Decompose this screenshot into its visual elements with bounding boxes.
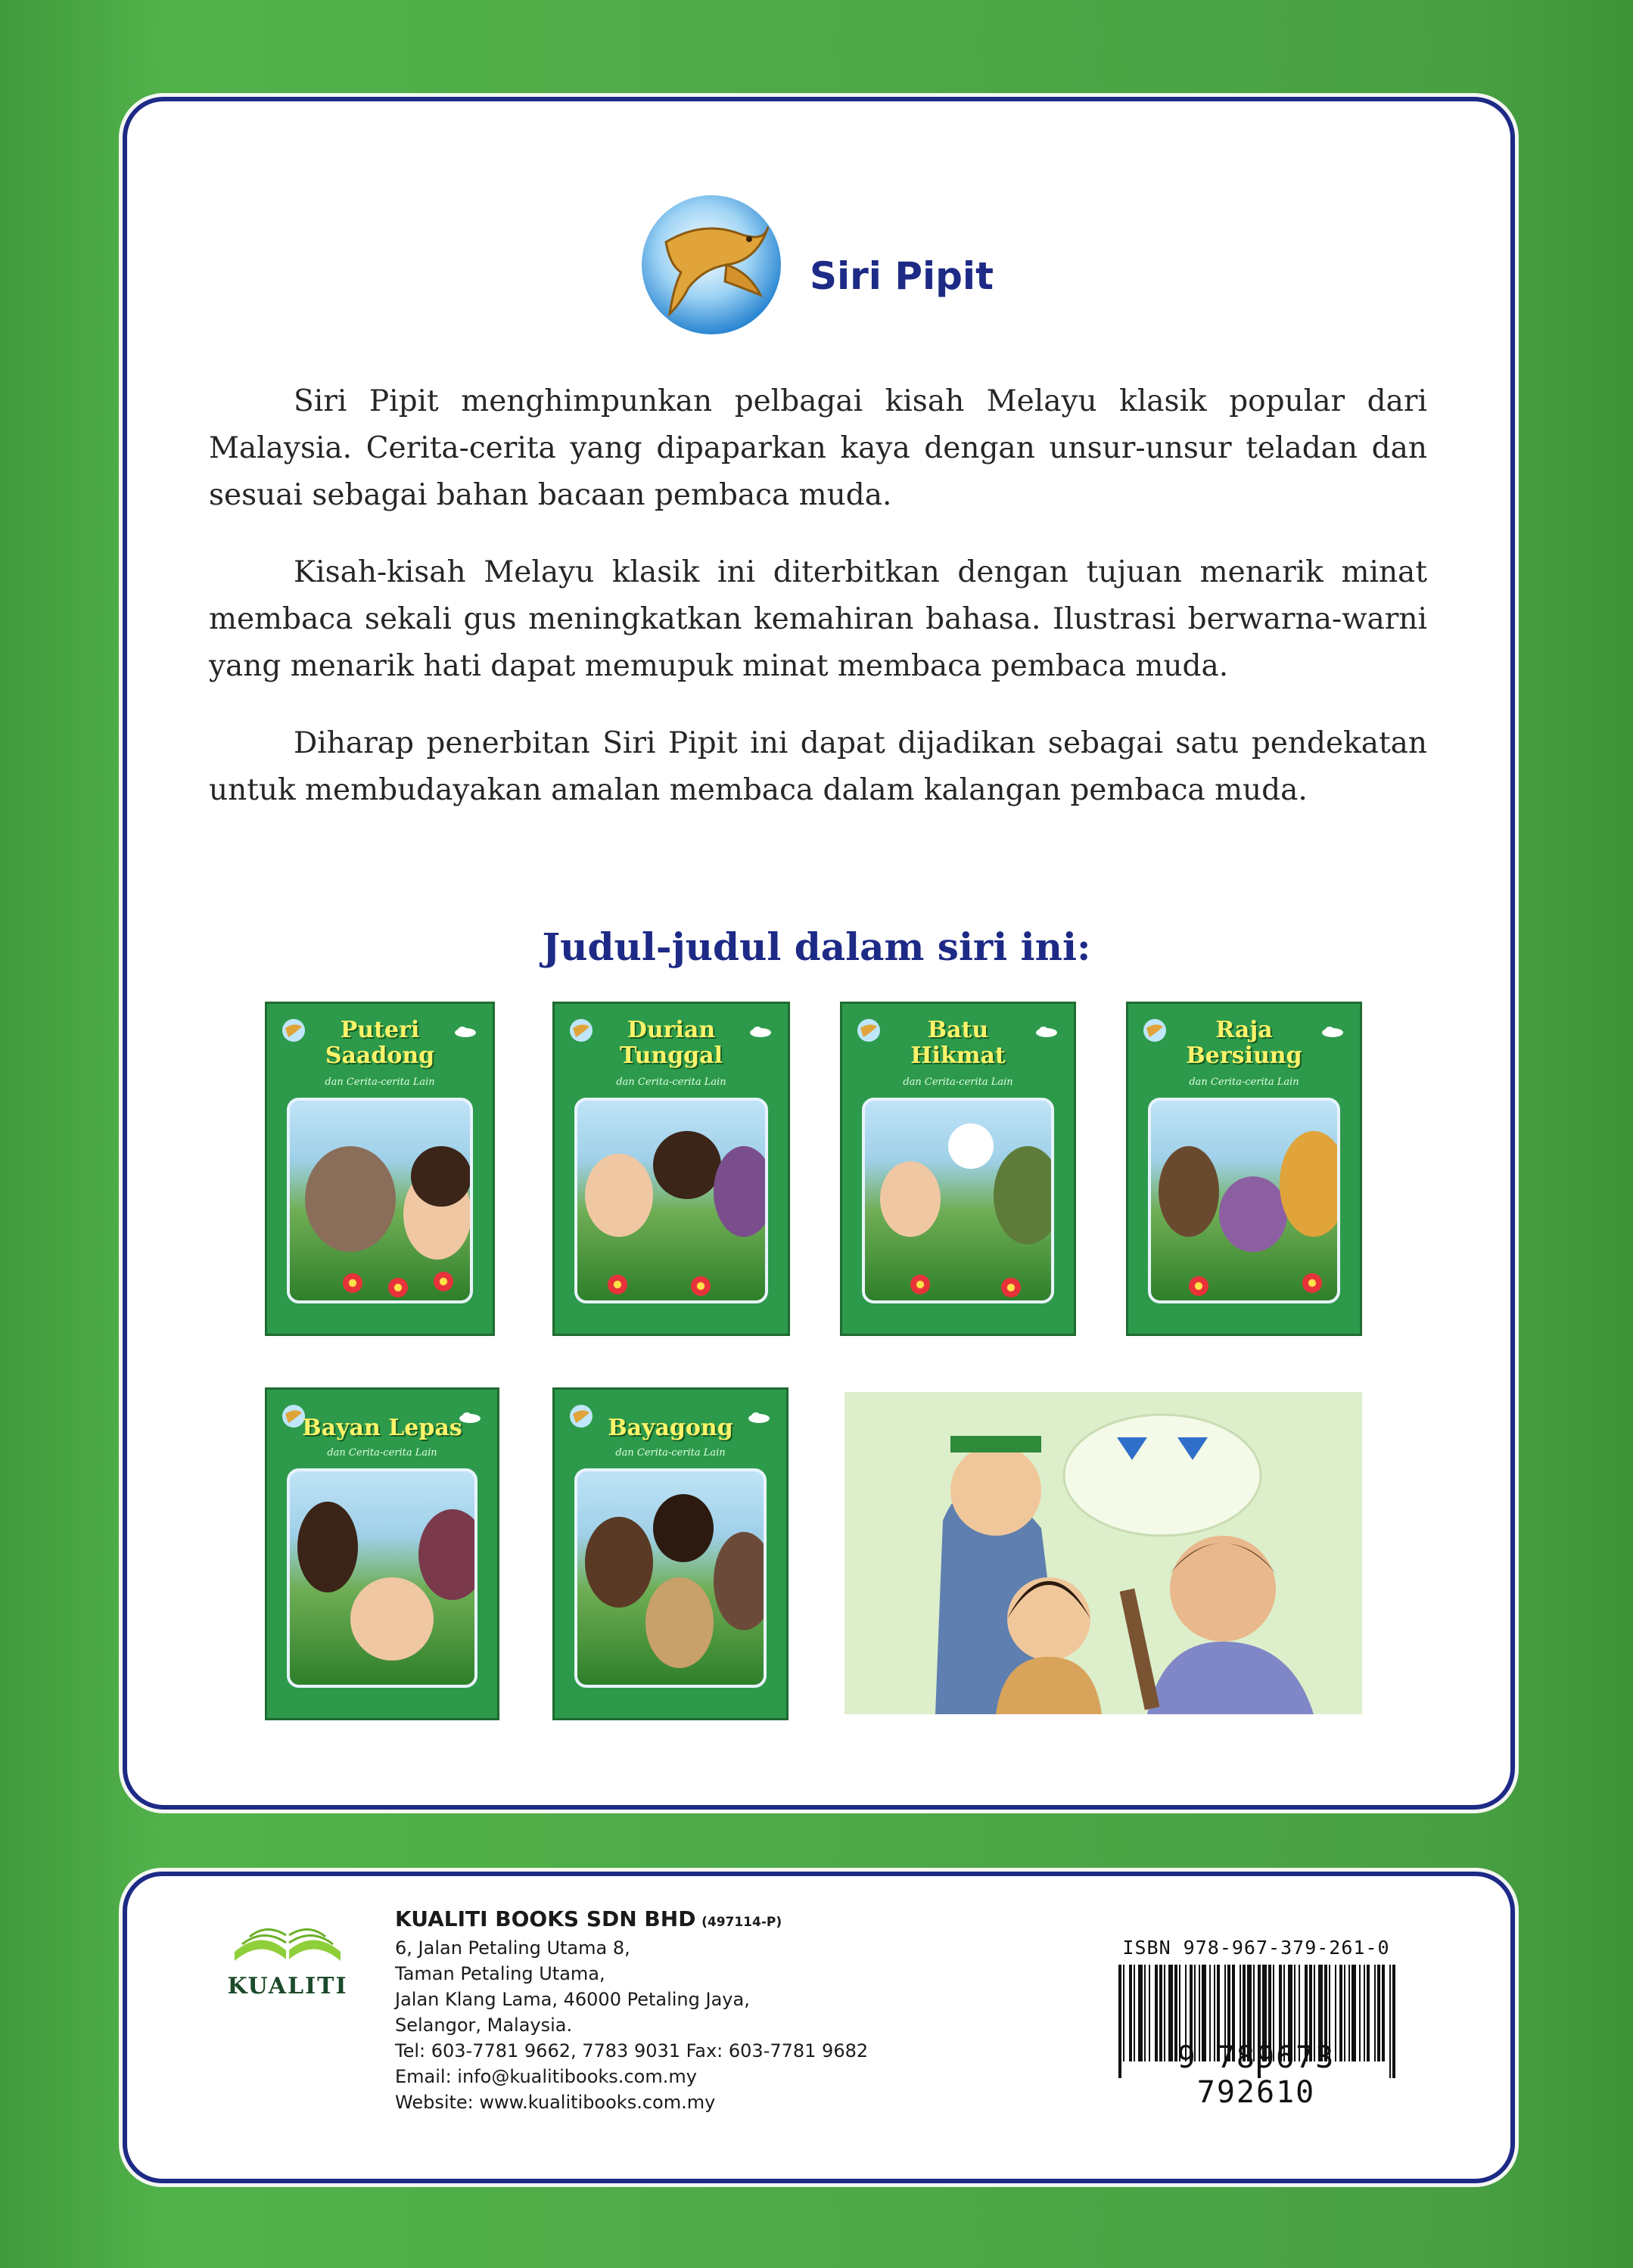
book-title: Bayagong bbox=[608, 1415, 733, 1441]
series-title: Siri Pipit bbox=[810, 254, 994, 298]
publisher-logo bbox=[227, 1906, 348, 1999]
book-cover-batu-hikmat bbox=[840, 1002, 1076, 1336]
book-cover-art bbox=[287, 1098, 473, 1303]
intro-paragraph-3 bbox=[209, 720, 1427, 814]
book-title: Bayan Lepas bbox=[302, 1415, 462, 1441]
publisher-website: Website: www.kualitibooks.com.my bbox=[395, 2092, 716, 2113]
address-line: Jalan Klang Lama, 46000 Petaling Jaya, bbox=[395, 1989, 750, 2010]
book-cover-art bbox=[1148, 1098, 1340, 1303]
book-subtitle: dan Cerita-cerita Lain bbox=[615, 1447, 726, 1459]
book-cover-art bbox=[574, 1468, 767, 1688]
book-subtitle: dan Cerita-cerita Lain bbox=[616, 1077, 726, 1088]
book-cover-art bbox=[862, 1098, 1054, 1303]
book-cover-raja-bersiung bbox=[1126, 1002, 1362, 1336]
titles-heading: Judul-judul dalam siri ini: bbox=[542, 924, 1091, 969]
address-line: Taman Petaling Utama, bbox=[395, 1963, 605, 1984]
book-subtitle: dan Cerita-cerita Lain bbox=[903, 1077, 1013, 1088]
book-cover-durian-tunggal bbox=[552, 1002, 790, 1336]
publisher-name: KUALITI BOOKS SDN BHD bbox=[395, 1906, 696, 1931]
barcode bbox=[1112, 1965, 1400, 2110]
book-cover-art bbox=[574, 1098, 768, 1303]
book-title: Puteri Saadong bbox=[325, 1017, 435, 1069]
barcode-number: 9 789673 792610 bbox=[1177, 2040, 1336, 2110]
paragraph-text: Kisah-kisah Melayu klasik ini diterbitkan dengan tujuan menarik minat membaca sekali gus meningkatkan kemahiran bahasa. Ilustrasi berwarna-warni yang menarik hati dapat memupuk minat membaca pembaca muda. bbox=[209, 555, 1427, 683]
publisher-phone: Tel: 603-7781 9662, 7783 9031 Fax: 603-7781 9682 bbox=[395, 2040, 869, 2061]
address-line: 6, Jalan Petaling Utama 8, bbox=[395, 1937, 630, 1959]
publisher-reg-no: (497114-P) bbox=[701, 1915, 782, 1930]
book-cover-bayagong bbox=[552, 1387, 789, 1720]
book-title: Batu Hikmat bbox=[910, 1017, 1006, 1069]
intro-paragraph-2 bbox=[209, 549, 1427, 690]
book-title: Durian Tunggal bbox=[620, 1017, 723, 1069]
publisher-email: Email: info@kualitibooks.com.my bbox=[395, 2066, 697, 2087]
isbn-label: ISBN 978-967-379-261-0 bbox=[1122, 1937, 1390, 1959]
sparrow-logo-icon bbox=[636, 189, 787, 340]
paragraph-text: Diharap penerbitan Siri Pipit ini dapat dijadikan sebagai satu pendekatan untuk membudayakan amalan membaca dalam kalangan pembaca muda. bbox=[209, 726, 1427, 807]
book-subtitle: dan Cerita-cerita Lain bbox=[325, 1077, 435, 1088]
series-logo bbox=[636, 189, 994, 340]
publisher-details bbox=[395, 1906, 868, 2115]
paragraph-text: Siri Pipit menghimpunkan pelbagai kisah Melayu klasik popular dari Malaysia. Cerita-cerita yang dipaparkan kaya dengan unsur-unsur teladan dan sesuai sebagai bahan bacaan pembaca muda. bbox=[209, 384, 1427, 512]
book-cover-puteri-saadong bbox=[265, 1002, 495, 1336]
story-scene-illustration bbox=[844, 1392, 1362, 1714]
book-title: Raja Bersiung bbox=[1186, 1017, 1302, 1069]
book-cover-art bbox=[287, 1468, 477, 1688]
book-subtitle: dan Cerita-cerita Lain bbox=[327, 1447, 437, 1459]
intro-paragraph-1 bbox=[209, 378, 1427, 519]
address-line: Selangor, Malaysia. bbox=[395, 2015, 573, 2036]
open-book-icon bbox=[227, 1906, 348, 1967]
publisher-logo-text: KUALITI bbox=[227, 1973, 348, 1999]
book-cover-bayan-lepas bbox=[265, 1387, 499, 1720]
isbn-block bbox=[1112, 1937, 1400, 2110]
book-subtitle: dan Cerita-cerita Lain bbox=[1189, 1077, 1299, 1088]
